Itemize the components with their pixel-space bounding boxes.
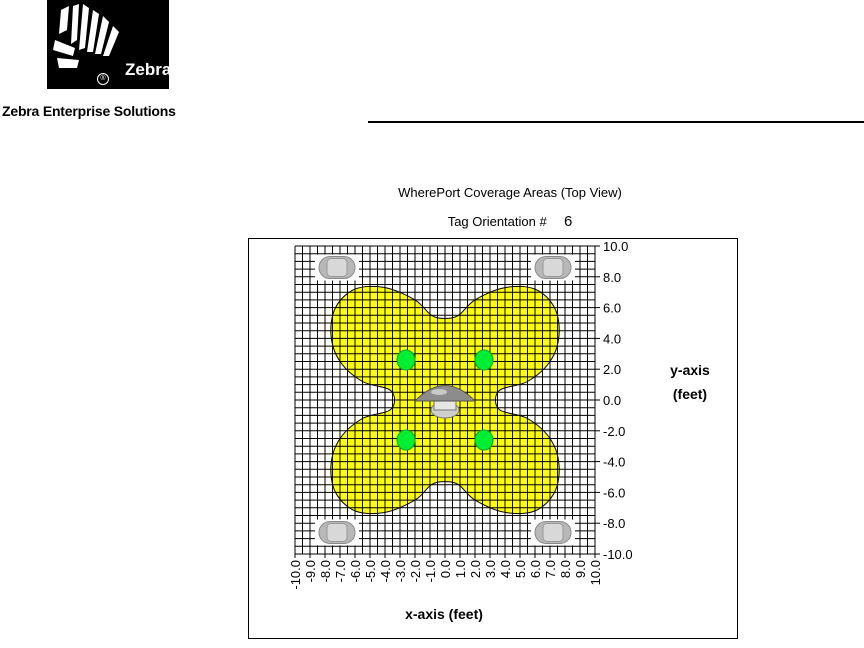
chart-frame [248, 238, 738, 639]
x-tick-label: -1.0 [423, 560, 438, 583]
x-tick-label: -7.0 [333, 560, 348, 583]
x-tick-label: -10.0 [288, 560, 303, 590]
subtitle-label: Tag Orientation # [447, 214, 547, 229]
x-tick-label: 6.0 [528, 560, 543, 579]
coverage-chart [248, 238, 738, 639]
tag-center [543, 259, 563, 277]
corner-tag-icon [315, 519, 359, 545]
x-tick-label: 0.0 [438, 560, 453, 579]
logo-text: Zebra [125, 60, 172, 79]
x-tick-label: -4.0 [378, 560, 393, 583]
inner-coverage-zone [475, 350, 493, 370]
tag-center [327, 523, 347, 541]
y-tick-label: -2.0 [603, 423, 626, 439]
zebra-logo [47, 0, 172, 89]
x-tick-label: -6.0 [348, 560, 363, 583]
x-tick-label: -5.0 [363, 560, 378, 583]
y-tick-label: -4.0 [603, 454, 626, 470]
y-tick-label: 0.0 [603, 393, 622, 408]
registered-mark: ® [97, 73, 109, 85]
x-tick-label: 7.0 [543, 560, 558, 579]
inner-coverage-zone [397, 350, 415, 370]
x-tick-label: 1.0 [453, 560, 468, 579]
chart-subtitle [300, 213, 720, 230]
x-tick-label: -8.0 [318, 560, 333, 583]
tag-center [543, 523, 563, 541]
y-tick-label: -6.0 [603, 485, 626, 501]
wherePort-highlight [431, 389, 447, 395]
x-tick-label: 4.0 [498, 560, 513, 579]
chart-title: WherePort Coverage Areas (Top View) [398, 185, 622, 200]
inner-coverage-zone [475, 430, 493, 450]
header-rule [368, 121, 864, 123]
x-tick-label: 2.0 [468, 560, 483, 579]
y-tick-label: 8.0 [603, 269, 622, 285]
y-tick-label: -10.0 [603, 547, 633, 562]
y-axis-label-line1: y-axis [670, 362, 710, 378]
x-tick-label: -2.0 [408, 560, 423, 583]
y-tick-label: 2.0 [603, 362, 622, 378]
y-axis-label-line2: (feet) [672, 386, 708, 402]
corner-tag-icon [531, 255, 575, 281]
x-tick-label: 10.0 [588, 560, 603, 586]
x-tick-label: -3.0 [393, 560, 408, 583]
corner-tag-icon [315, 255, 359, 281]
x-tick-label: 9.0 [573, 560, 588, 579]
x-axis-label: x-axis (feet) [405, 606, 483, 622]
y-tick-label: 4.0 [603, 331, 622, 347]
subtitle-value: 6 [563, 213, 573, 230]
tag-center [327, 259, 347, 277]
inner-coverage-zone [397, 430, 415, 450]
x-tick-label: 3.0 [483, 560, 498, 579]
x-tick-label: 5.0 [513, 560, 528, 579]
company-name: Zebra Enterprise Solutions [2, 103, 176, 119]
x-tick-label: -9.0 [303, 560, 318, 583]
y-tick-label: -8.0 [603, 516, 626, 532]
y-tick-label: 10.0 [603, 239, 629, 254]
x-tick-label: 8.0 [558, 560, 573, 579]
y-tick-label: 6.0 [603, 300, 622, 316]
corner-tag-icon [531, 519, 575, 545]
